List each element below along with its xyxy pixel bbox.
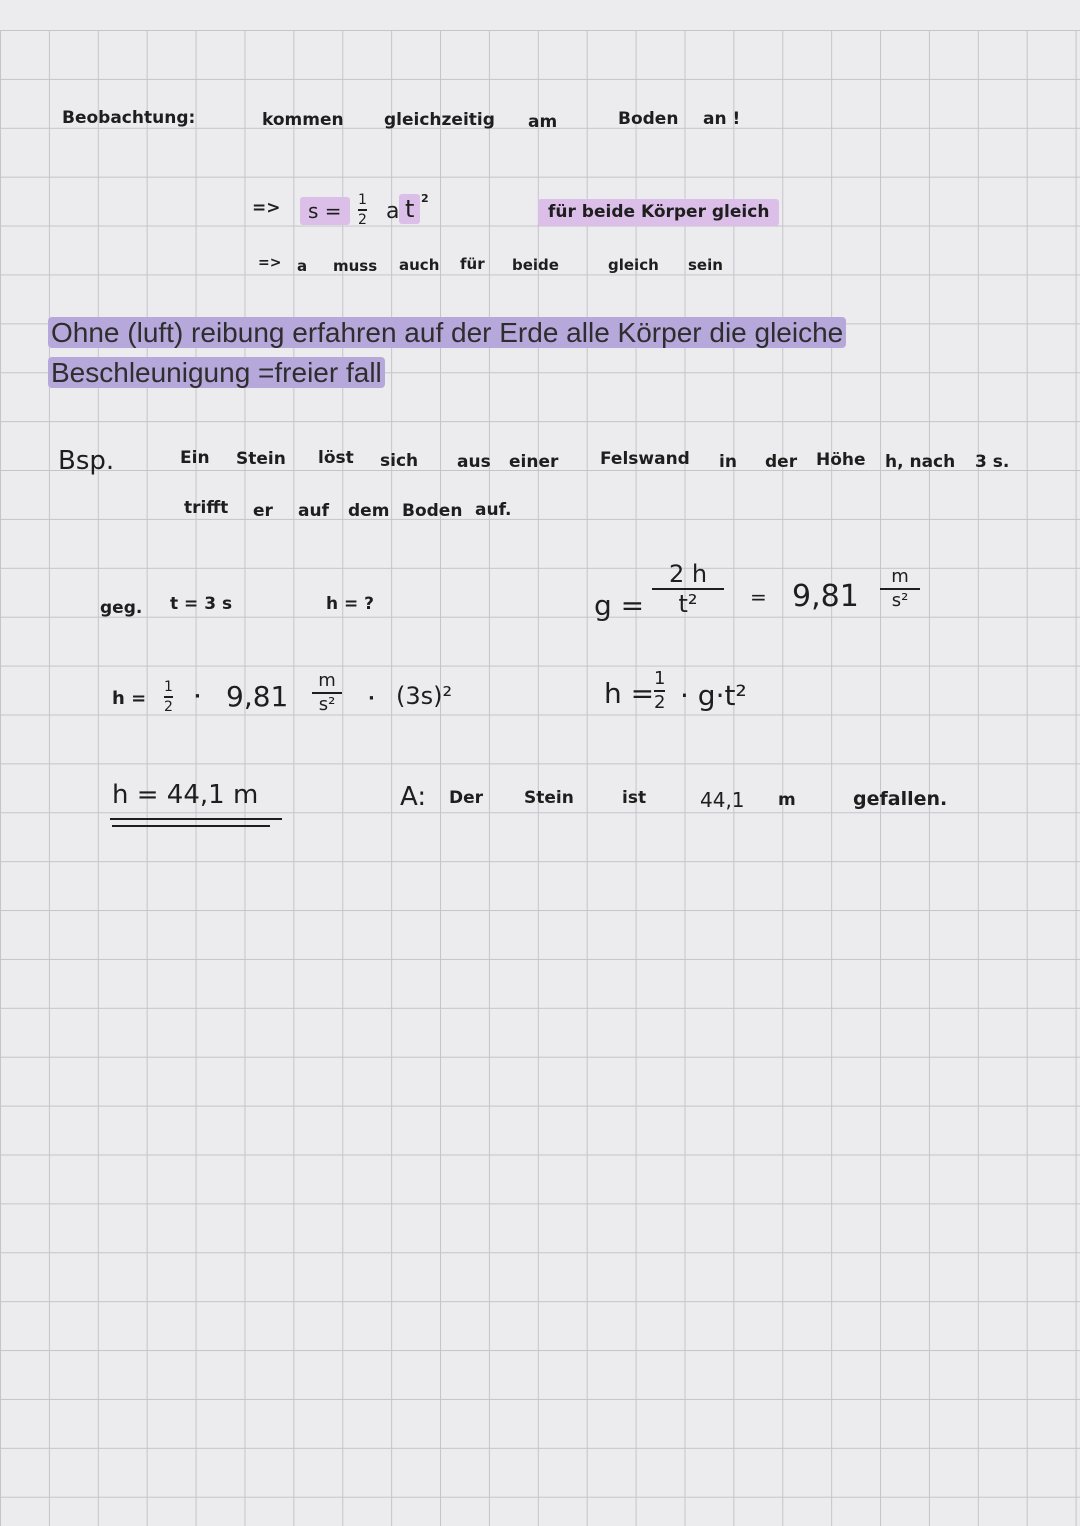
g-formula-lhs: g = (594, 589, 645, 622)
answer-word: m (778, 790, 796, 810)
conclusion-word: gleich (608, 256, 659, 274)
calc-tail: (3s)² (396, 682, 453, 710)
conclusion-word: sein (688, 256, 723, 274)
fraction-numerator: m (891, 566, 909, 587)
example-word: Felswand (600, 449, 690, 469)
conclusion-word: für (460, 255, 485, 273)
example-word: in (719, 452, 737, 472)
h-formula-lhs: h = (604, 677, 655, 710)
given-h: h = ? (326, 594, 375, 614)
example-word: löst (318, 448, 354, 468)
calc-dot: · (194, 686, 201, 707)
example-word: h, nach (885, 452, 956, 472)
example-word: Stein (236, 449, 286, 469)
conclusion-word: beide (512, 256, 559, 274)
answer-word: Der (449, 788, 484, 808)
observation-word: Boden (618, 109, 679, 129)
formula-t: t (399, 194, 420, 224)
observation-word: an ! (703, 109, 741, 129)
observation-word: kommen (262, 110, 344, 130)
example-word: aus (457, 452, 491, 472)
given-label: geg. (100, 598, 143, 618)
fraction-bar (358, 209, 367, 211)
calc-fraction-half (164, 680, 173, 714)
example-word: Boden (402, 501, 463, 521)
top-margin (0, 0, 1080, 30)
example-word: auf (298, 501, 329, 521)
example-word: einer (509, 452, 559, 472)
formula-a: a (386, 199, 400, 224)
fraction-numerator: 1 (654, 668, 666, 689)
observation-word: gleichzeitig (384, 110, 495, 130)
example-word: trifft (184, 498, 229, 518)
observation-label: Beobachtung: (62, 108, 196, 128)
g-formula-fraction (652, 562, 724, 616)
h-formula-rest: · g·t² (680, 679, 747, 712)
answer-word: gefallen. (853, 788, 948, 810)
calc-unit (312, 672, 342, 714)
example-word: dem (348, 501, 390, 521)
example-word: der (765, 452, 798, 472)
calc-lhs: h = (112, 688, 147, 709)
g-formula-unit (880, 568, 920, 610)
result-value: h = 44,1 m (112, 780, 259, 810)
example-word: sich (380, 451, 419, 471)
result-underline (112, 825, 270, 827)
answer-word: Stein (524, 788, 574, 808)
typed-note-text: Beschleunigung =freier fall (48, 357, 385, 388)
calc-value: 9,81 (226, 680, 289, 713)
conclusion-word: muss (333, 257, 378, 275)
highlight-same-for-both: für beide Körper gleich (538, 199, 779, 226)
fraction-numerator: 2 h (668, 560, 708, 588)
typed-note-line1 (48, 316, 846, 350)
g-formula-value: 9,81 (792, 579, 859, 614)
fraction-half (358, 193, 367, 227)
fraction-denominator: t² (678, 590, 698, 618)
h-formula-fraction (654, 670, 665, 712)
formula-s: s = (300, 197, 350, 225)
result-underline (110, 818, 282, 820)
fraction-numerator: 1 (358, 192, 367, 208)
answer-word: ist (622, 788, 647, 808)
example-label: Bsp. (58, 446, 115, 476)
example-word: auf. (475, 500, 512, 520)
fraction-numerator: 1 (164, 679, 173, 695)
observation-word: am (528, 112, 558, 132)
fraction-denominator: s² (318, 694, 336, 715)
fraction-bar (164, 696, 173, 698)
fraction-denominator: s² (891, 590, 909, 611)
g-formula-equals: = (750, 585, 767, 609)
formula-exponent: 2 (421, 192, 429, 205)
conclusion-word: auch (399, 256, 440, 274)
answer-word: 44,1 (700, 788, 745, 812)
example-word: Höhe (816, 450, 866, 470)
arrow-implies: => (258, 255, 282, 271)
fraction-numerator: m (318, 670, 336, 691)
typed-note-text: Ohne (luft) reibung erfahren auf der Erde alle Körper die gleiche (48, 317, 846, 348)
answer-label: A: (400, 782, 427, 812)
typed-note-line2 (48, 356, 385, 390)
fraction-denominator: 2 (164, 699, 173, 715)
calc-dot: · (368, 688, 375, 709)
example-word: Ein (180, 448, 210, 468)
arrow-implies: => (252, 198, 281, 218)
given-t: t = 3 s (170, 594, 233, 614)
fraction-denominator: 2 (654, 692, 666, 713)
example-word: 3 s. (975, 452, 1010, 472)
fraction-denominator: 2 (358, 212, 367, 228)
example-word: er (253, 501, 273, 521)
conclusion-word: a (297, 257, 308, 275)
